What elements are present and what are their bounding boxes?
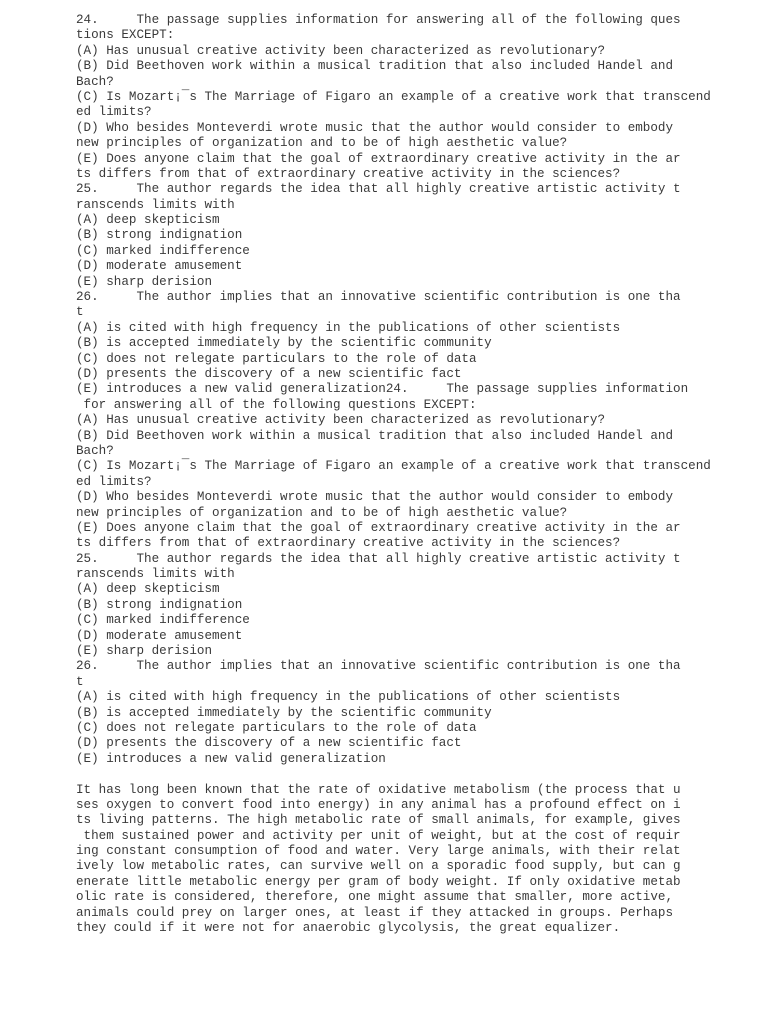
text-line: (B) Did Beethoven work within a musical tradition that also included Handel and (76, 428, 674, 443)
text-line: 24. The passage supplies information for answering all of the following ques (76, 13, 681, 27)
text-line: (A) is cited with high frequency in the publications of other scientists (76, 320, 621, 335)
text-line: ts living patterns. The high metabolic rate of small animals, for example, gives (76, 813, 681, 828)
text-line: Bach? (76, 443, 114, 458)
text-line: (C) marked indifference (76, 243, 250, 258)
text-line: (B) is accepted immediately by the scientific community (76, 705, 492, 720)
text-line: ts differs from that of extraordinary creative activity in the sciences? (76, 536, 621, 551)
text-line: ing constant consumption of food and water. Very large animals, with their relat (76, 844, 681, 859)
text-line: 26. The author implies that an innovative scientific contribution is one tha (76, 290, 681, 305)
text-line: Bach? (76, 74, 114, 89)
text-line: new principles of organization and to be of high aesthetic value? (76, 136, 568, 151)
text-line: ts differs from that of extraordinary creative activity in the sciences? (76, 166, 621, 181)
text-line: (E) sharp derision (76, 274, 213, 289)
text-line: (A) deep skepticism (76, 213, 220, 228)
text-line: (A) Has unusual creative activity been characterized as revolutionary? (76, 43, 606, 58)
text-line: (E) sharp derision (76, 644, 213, 659)
text-line: ranscends limits with (76, 567, 235, 582)
text-line: (E) Does anyone claim that the goal of extraordinary creative activity in the ar (76, 520, 681, 535)
text-line: ively low metabolic rates, can survive well on a sporadic food supply, but can g (76, 859, 681, 874)
text-line: olic rate is considered, therefore, one might assume that smaller, more active, (76, 890, 674, 905)
text-line: (C) does not relegate particulars to the role of data (76, 720, 477, 735)
document-page (76, 13, 716, 936)
text-line: for answering all of the following questions EXCEPT: (76, 397, 477, 412)
text-line: It has long been known that the rate of oxidative metabolism (the process that u (76, 782, 681, 797)
text-line: animals could prey on larger ones, at least if they attacked in groups. Perhaps (76, 905, 674, 920)
text-line: (D) presents the discovery of a new scientific fact (76, 366, 462, 381)
text-line: 26. The author implies that an innovative scientific contribution is one tha (76, 659, 681, 674)
text-line: they could if it were not for anaerobic glycolysis, the great equalizer. (76, 921, 621, 936)
text-line: (A) Has unusual creative activity been characterized as revolutionary? (76, 413, 606, 428)
text-line: (E) Does anyone claim that the goal of extraordinary creative activity in the ar (76, 151, 681, 166)
text-line: t (76, 674, 84, 689)
text-line: tions EXCEPT: (76, 28, 175, 43)
text-line: (B) is accepted immediately by the scientific community (76, 336, 492, 351)
text-line: (D) Who besides Monteverdi wrote music that the author would consider to embody (76, 490, 674, 505)
text-line: (A) deep skepticism (76, 582, 220, 597)
text-line: (C) does not relegate particulars to the role of data (76, 351, 477, 366)
text-line: (A) is cited with high frequency in the publications of other scientists (76, 690, 621, 705)
text-line: (B) strong indignation (76, 228, 243, 243)
text-line: new principles of organization and to be of high aesthetic value? (76, 505, 568, 520)
text-line: them sustained power and activity per unit of weight, but at the cost of requir (76, 828, 681, 843)
text-line: enerate little metabolic energy per gram of body weight. If only oxidative metab (76, 874, 681, 889)
text-line: (D) presents the discovery of a new scientific fact (76, 736, 462, 751)
text-line: t (76, 305, 84, 320)
text-line: (D) moderate amusement (76, 259, 243, 274)
text-line: 25. The author regards the idea that all highly creative artistic activity t (76, 182, 681, 197)
text-line: (E) introduces a new valid generalization24. The passage supplies information (76, 382, 689, 397)
text-line: (D) Who besides Monteverdi wrote music that the author would consider to embody (76, 120, 674, 135)
text-line: (D) moderate amusement (76, 628, 243, 643)
text-line: 25. The author regards the idea that all highly creative artistic activity t (76, 551, 681, 566)
text-line: ed limits? (76, 105, 152, 120)
text-line: (E) introduces a new valid generalization (76, 751, 386, 766)
text-line: ed limits? (76, 474, 152, 489)
text-line: ranscends limits with (76, 197, 235, 212)
blank-line (76, 767, 716, 782)
text-line: (B) Did Beethoven work within a musical tradition that also included Handel and (76, 59, 674, 74)
text-line: (C) marked indifference (76, 613, 250, 628)
text-line: (C) Is Mozart¡¯s The Marriage of Figaro an example of a creative work that transcend (76, 89, 711, 104)
text-line: (C) Is Mozart¡¯s The Marriage of Figaro an example of a creative work that transcend (76, 459, 711, 474)
text-line: ses oxygen to convert food into energy) in any animal has a profound effect on i (76, 797, 681, 812)
text-line: (B) strong indignation (76, 597, 243, 612)
